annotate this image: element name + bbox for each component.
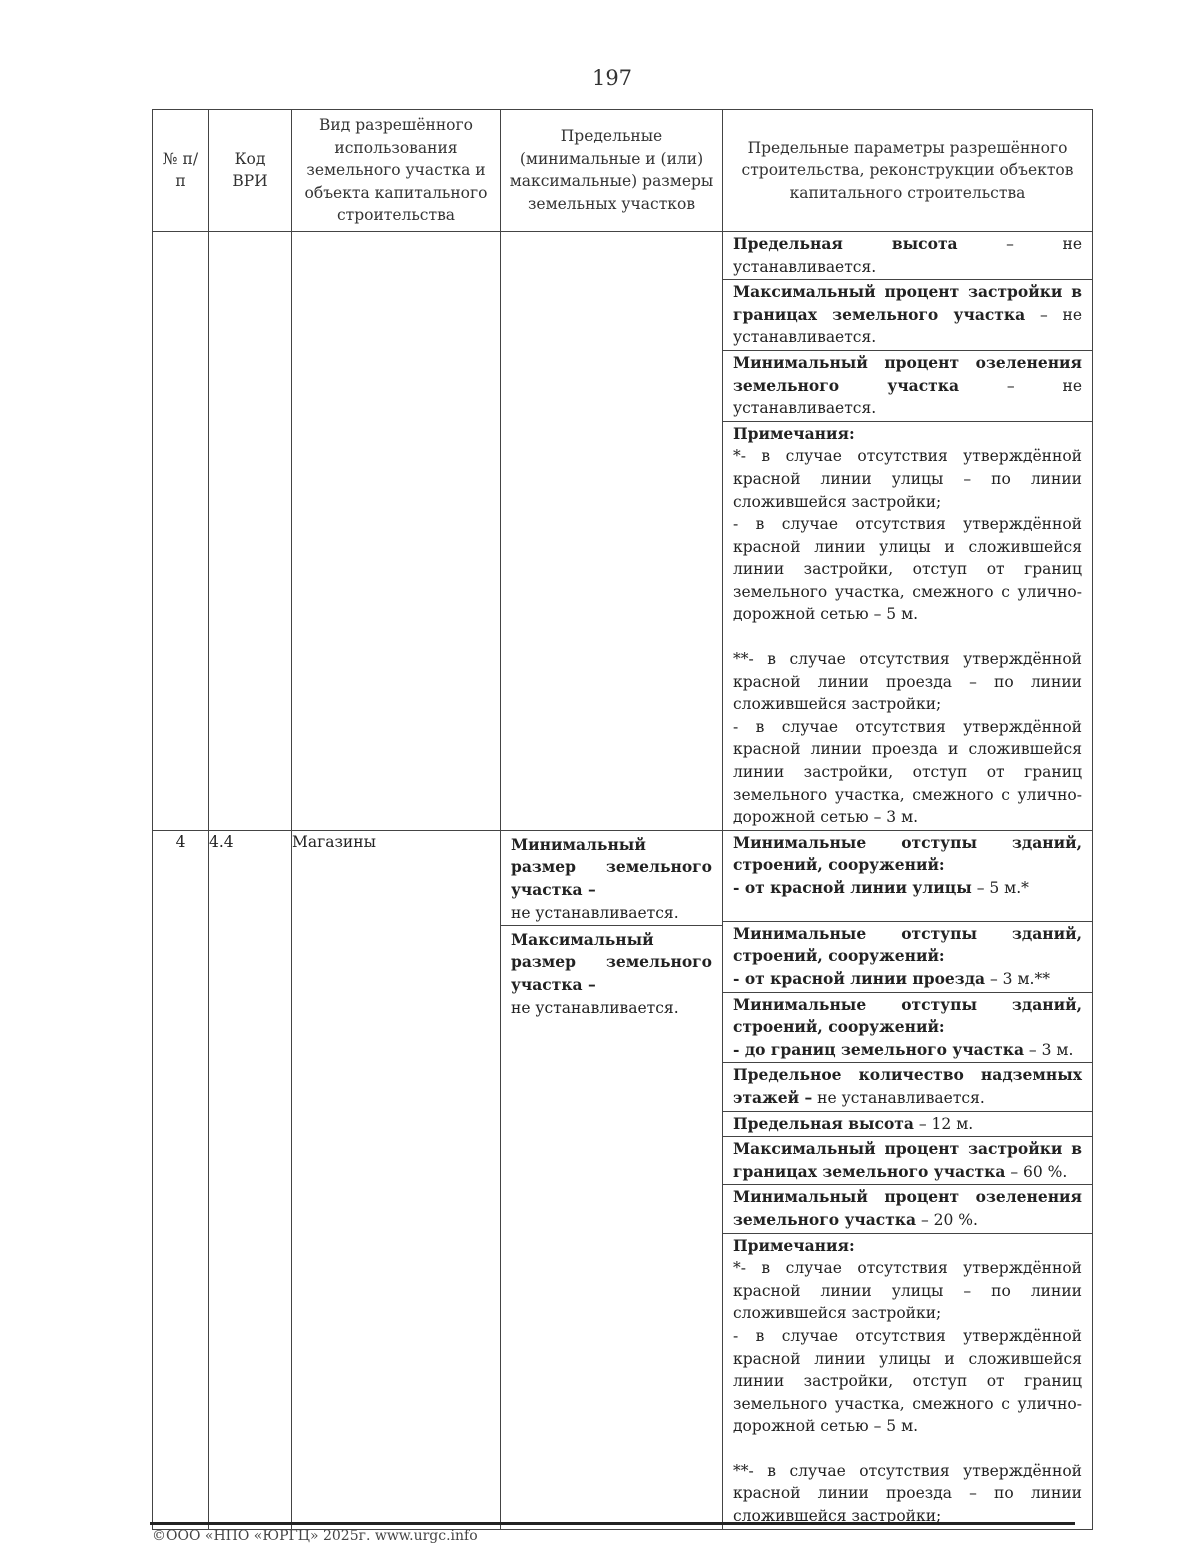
notes-title: Примечания: bbox=[733, 1235, 855, 1255]
cell-parameters bbox=[723, 830, 1093, 1529]
header-plot-sizes: Предельные (минимальные и (или) максимальные) размеры земельных участков bbox=[501, 110, 723, 232]
cell-use-type: Магазины bbox=[292, 830, 501, 1529]
param-title: Предельная высота bbox=[733, 1113, 914, 1133]
param-value: – не устанавливается. bbox=[733, 234, 1082, 276]
size-block bbox=[501, 831, 722, 925]
param-block bbox=[723, 1062, 1092, 1110]
size-title: Максимальный размер земельного участка – bbox=[511, 929, 712, 994]
cell-use-type bbox=[292, 231, 501, 830]
cell-number: 4 bbox=[153, 830, 209, 1529]
param-title: Предельное количество надземных этажей – bbox=[733, 1065, 1082, 1107]
cell-plot-sizes bbox=[501, 231, 723, 830]
param-block bbox=[723, 279, 1092, 350]
param-line: - до границ земельного участка bbox=[733, 1039, 1024, 1059]
param-title: Максимальный процент застройки в границах земельного участка bbox=[733, 282, 1082, 324]
table-header-row bbox=[153, 110, 1093, 232]
note-item: **- в случае отсутствия утверждённой красной линии проезда – по линии сложившейся застройки; bbox=[733, 650, 1082, 714]
param-line: - от красной линии улицы bbox=[733, 878, 972, 897]
param-value: – не устанавливается. bbox=[733, 376, 1082, 418]
param-title: Минимальные отступы зданий, строений, сооружений: bbox=[733, 832, 1082, 875]
table-row bbox=[153, 231, 1093, 830]
param-value: – 3 м. bbox=[1024, 1040, 1074, 1059]
footer-copyright: ©ООО «НПО «ЮРГЦ» 2025г. www.urgc.info bbox=[152, 1528, 478, 1544]
page-number: 197 bbox=[591, 66, 633, 90]
cell-code bbox=[209, 231, 292, 830]
regulations-table bbox=[152, 109, 1093, 1530]
notes-title: Примечания: bbox=[733, 423, 855, 443]
note-item: *- в случае отсутствия утверждённой красной линии улицы – по линии сложившейся застройки; bbox=[733, 447, 1082, 511]
note-item: **- в случае отсутствия утверждённой красной линии проезда – по линии сложившейся застройки; bbox=[733, 1461, 1082, 1526]
param-title: Минимальный процент озеленения земельного участка bbox=[733, 352, 1082, 395]
size-value: не устанавливается. bbox=[511, 903, 679, 922]
header-code: Код ВРИ bbox=[209, 110, 292, 232]
size-title: Минимальный размер земельного участка – bbox=[511, 834, 712, 899]
param-line: - от красной линии проезда bbox=[733, 969, 986, 988]
param-block bbox=[723, 992, 1092, 1063]
param-value: – 60 %. bbox=[1005, 1162, 1068, 1181]
param-value: – 5 м.* bbox=[971, 879, 1029, 897]
param-block bbox=[723, 350, 1092, 421]
param-title: Минимальные отступы зданий, строений, сооружений: bbox=[733, 994, 1082, 1037]
param-title: Предельная высота bbox=[733, 233, 958, 253]
param-title: Минимальный процент озеленения земельного участка bbox=[733, 1187, 1082, 1229]
param-value: – 3 м.** bbox=[985, 970, 1050, 988]
cell-number bbox=[153, 231, 209, 830]
notes-block bbox=[723, 421, 1092, 830]
cell-code: 4.4 bbox=[209, 830, 292, 1529]
param-title: Максимальный процент застройки в границах земельного участка bbox=[733, 1139, 1082, 1181]
cell-plot-sizes bbox=[501, 830, 723, 1529]
param-block bbox=[723, 831, 1092, 921]
param-value: не устанавливается. bbox=[812, 1088, 985, 1107]
size-block bbox=[501, 925, 722, 1022]
param-title: Минимальные отступы зданий, строений, сооружений: bbox=[733, 923, 1082, 966]
cell-parameters bbox=[723, 231, 1093, 830]
note-item: *- в случае отсутствия утверждённой красной линии улицы – по линии сложившейся застройки; bbox=[733, 1259, 1082, 1323]
param-value: – 20 %. bbox=[916, 1210, 978, 1229]
notes-block bbox=[723, 1233, 1092, 1529]
header-parameters: Предельные параметры разрешённого строительства, реконструкции объектов капитального строительства bbox=[723, 110, 1093, 232]
note-item: - в случае отсутствия утверждённой красной линии улицы и сложившейся линии застройки, отступ от границ земельного участка, смежного с улично-дорожной сетью – 5 м. bbox=[733, 1326, 1082, 1436]
footer-divider bbox=[150, 1522, 1075, 1525]
param-value: – не устанавливается. bbox=[733, 305, 1082, 347]
table-row bbox=[153, 830, 1093, 1529]
param-block bbox=[723, 1136, 1092, 1184]
param-block bbox=[723, 1184, 1092, 1232]
param-block bbox=[723, 1111, 1092, 1137]
param-block bbox=[723, 921, 1092, 992]
param-block bbox=[723, 232, 1092, 279]
note-item: - в случае отсутствия утверждённой красной линии проезда и сложившейся линии застройки, отступ от границ земельного участка, смежного с улично-дорожной сетью – 3 м. bbox=[733, 717, 1082, 827]
header-use-type: Вид разрешённого использования земельного участка и объекта капитального строительства bbox=[292, 110, 501, 232]
header-number: № п/п bbox=[153, 110, 209, 232]
note-item: - в случае отсутствия утверждённой красной линии улицы и сложившейся линии застройки, отступ от границ земельного участка, смежного с улично-дорожной сетью – 5 м. bbox=[733, 515, 1082, 624]
size-value: не устанавливается. bbox=[511, 998, 679, 1017]
param-value: – 12 м. bbox=[913, 1114, 974, 1133]
